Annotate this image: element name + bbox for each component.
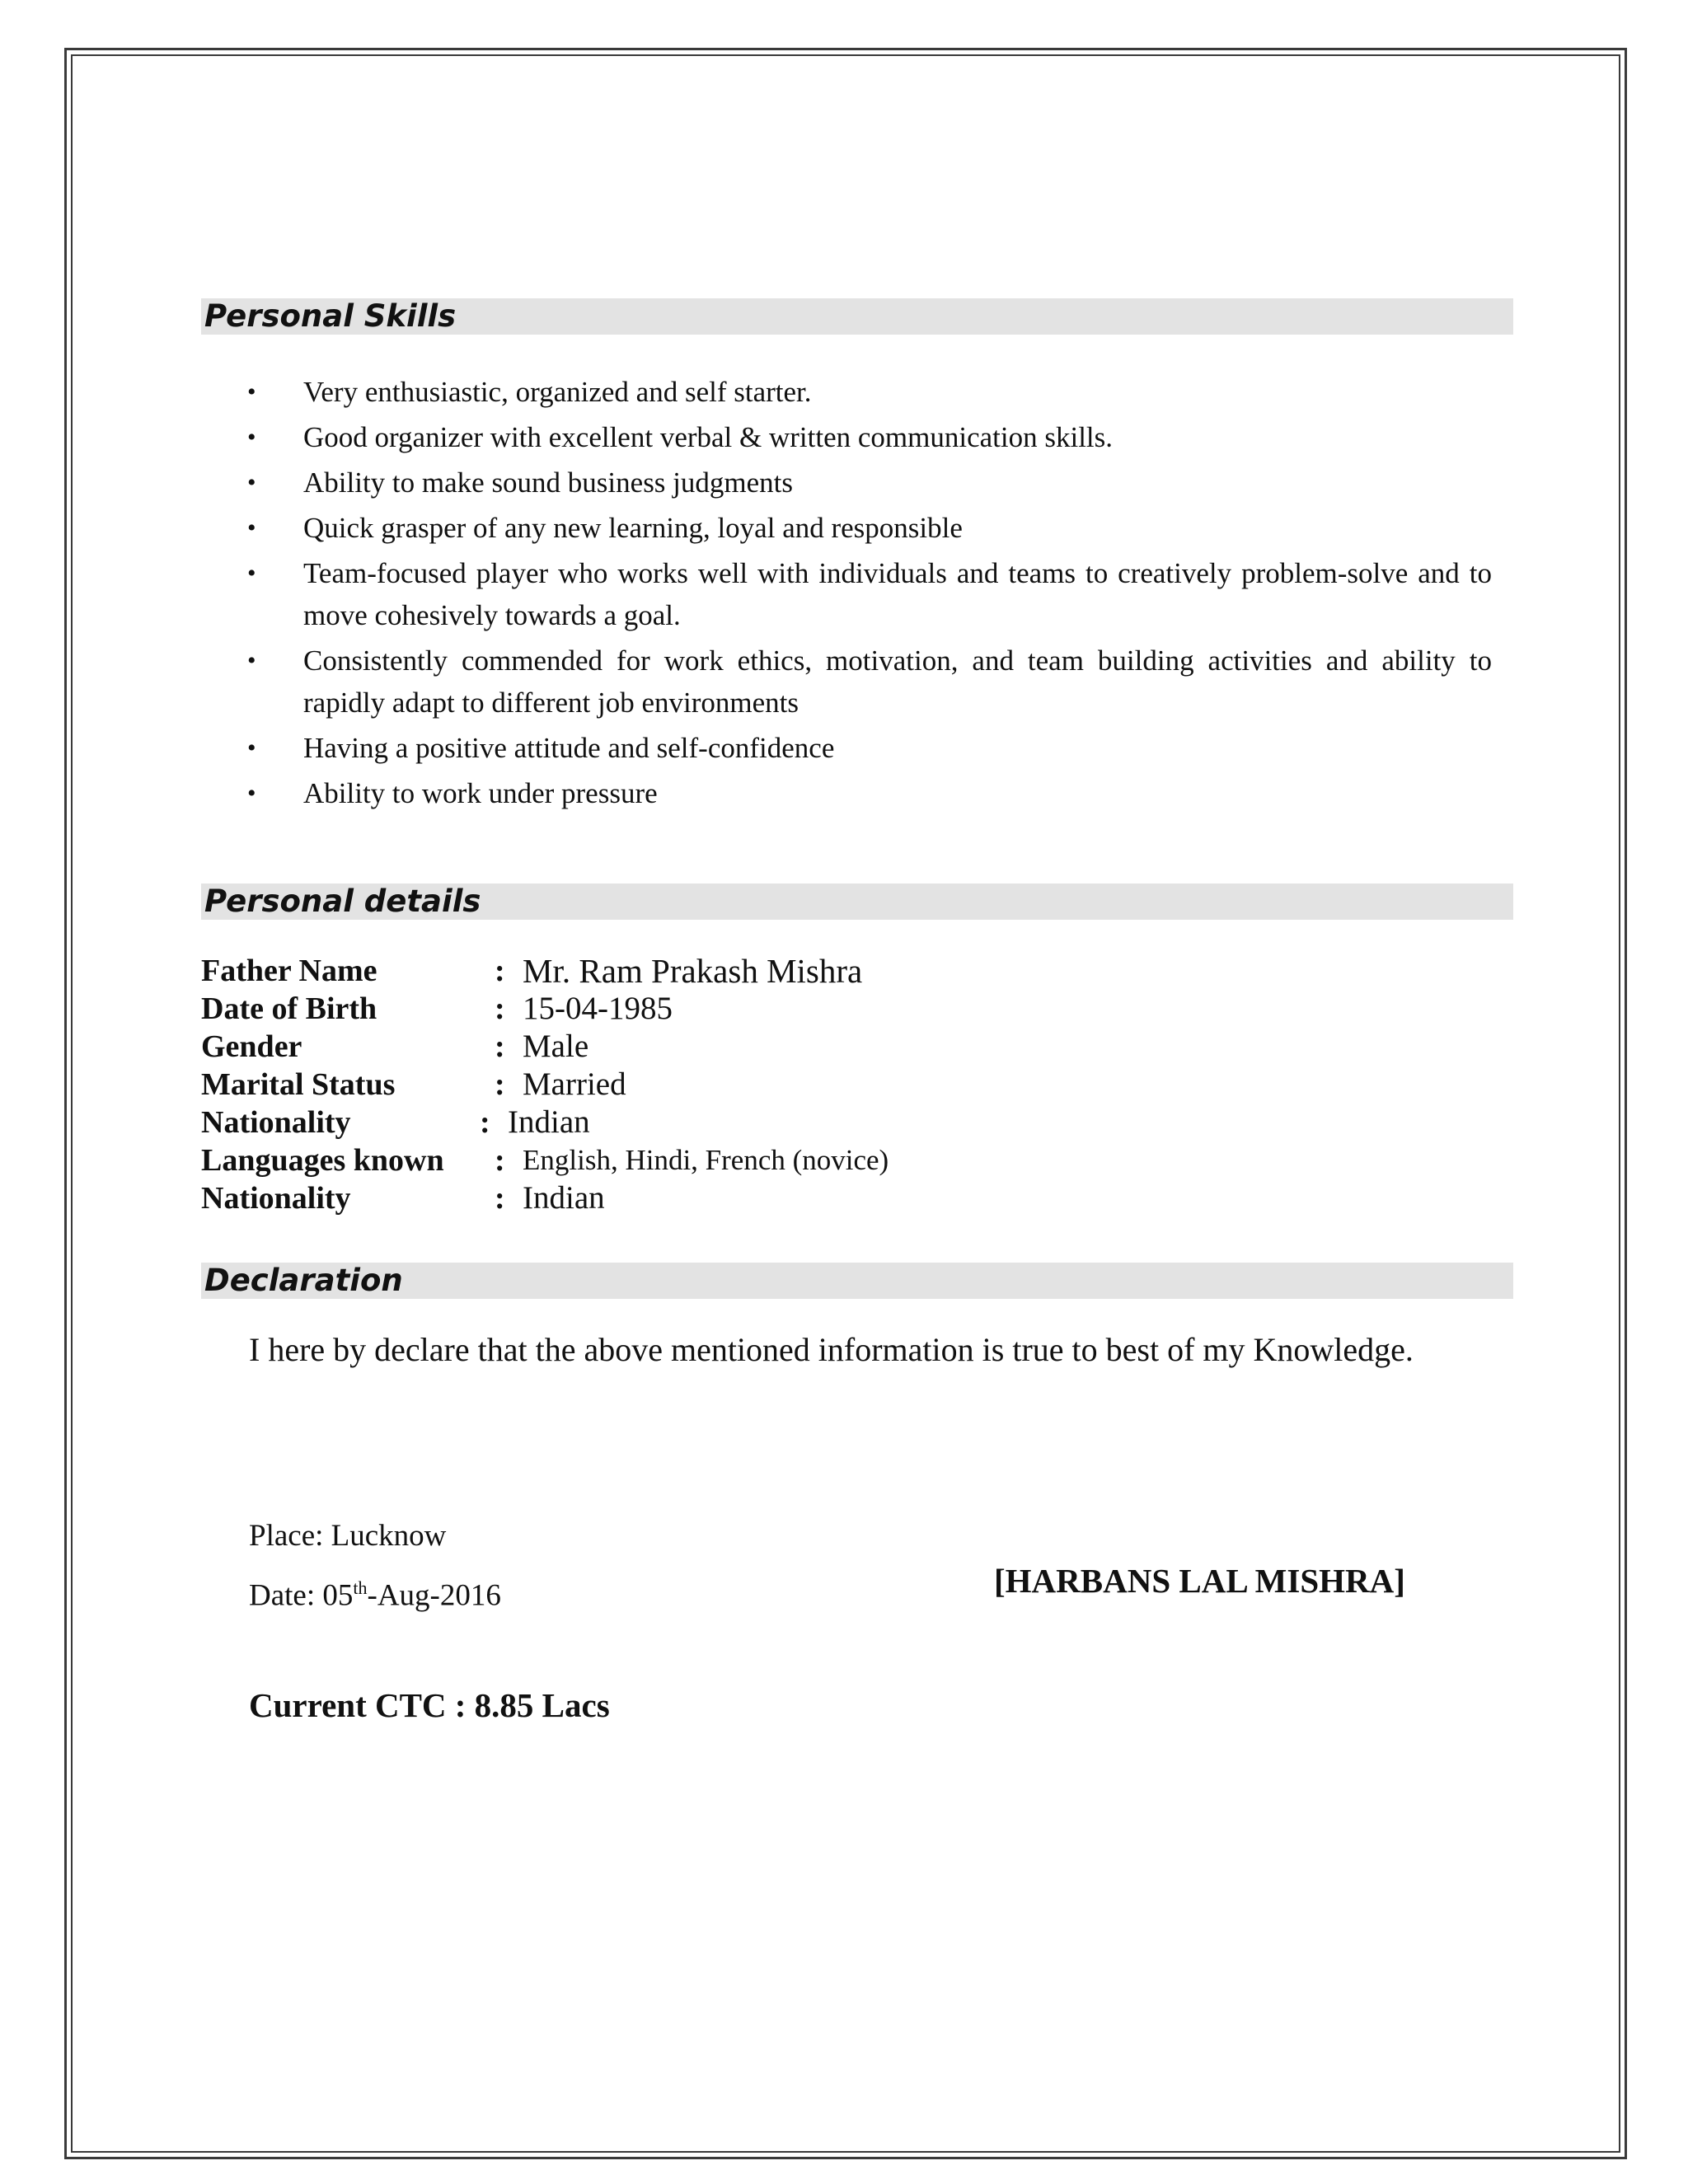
detail-row-nationality [201, 1104, 1190, 1141]
skill-text: Consistently commended for work ethics, motivation, and team building activities and ability to rapidly adapt to different job environments [303, 644, 1492, 719]
list-item [247, 772, 1492, 814]
detail-row-date-of-birth [201, 990, 1190, 1028]
detail-row-gender [201, 1028, 1190, 1066]
detail-colon: : [495, 954, 505, 988]
skills-list [247, 371, 1492, 818]
detail-row-marital-status [201, 1066, 1190, 1104]
list-item [247, 552, 1492, 636]
detail-value: 15-04-1985 [523, 991, 673, 1026]
skill-text: Ability to make sound business judgments [303, 466, 794, 499]
detail-row-nationality-2 [201, 1179, 1190, 1217]
list-item [247, 640, 1492, 724]
date-suffix-ordinal: th [353, 1577, 368, 1598]
declaration-text: I here by declare that the above mentioned information is true to best of my Knowledge. [249, 1331, 1414, 1368]
skill-text: Having a positive attitude and self-confidence [303, 732, 835, 764]
section-header-personal-details: Personal details [201, 883, 1513, 920]
list-item [247, 727, 1492, 769]
detail-value: Indian [508, 1104, 590, 1140]
detail-label: Nationality [201, 1105, 351, 1140]
section-header-personal-skills: Personal Skills [201, 298, 1513, 335]
detail-colon: : [495, 1181, 505, 1216]
detail-colon: : [495, 1067, 505, 1102]
signature-name: [HARBANS LAL MISHRA] [994, 1562, 1405, 1600]
list-item [247, 462, 1492, 504]
section-header-declaration: Declaration [201, 1263, 1513, 1299]
detail-colon: : [480, 1105, 490, 1140]
detail-colon: : [495, 1143, 505, 1178]
skill-text: Good organizer with excellent verbal & written communication skills. [303, 421, 1114, 453]
skill-text: Quick grasper of any new learning, loyal and responsible [303, 512, 963, 544]
detail-label: Gender [201, 1029, 302, 1064]
bullet-icon: • [247, 734, 256, 762]
skill-text: Very enthusiastic, organized and self starter. [303, 376, 812, 408]
detail-row-father-name [201, 952, 1190, 990]
bullet-icon: • [247, 647, 256, 674]
detail-label: Father Name [201, 954, 377, 988]
detail-value: Married [523, 1066, 626, 1102]
bullet-icon: • [247, 424, 256, 451]
detail-label: Date of Birth [201, 991, 377, 1026]
bullet-icon: • [247, 378, 256, 405]
detail-value: Indian [523, 1180, 605, 1216]
bullet-icon: • [247, 469, 256, 496]
date-prefix: Date: 05 [249, 1578, 354, 1613]
personal-details-table [201, 952, 1190, 1217]
list-item [247, 371, 1492, 413]
detail-label: Languages known [201, 1143, 444, 1178]
bullet-icon: • [247, 560, 256, 587]
detail-label: Nationality [201, 1181, 351, 1216]
detail-value: Mr. Ram Prakash Mishra [523, 952, 863, 990]
skill-text: Ability to work under pressure [303, 777, 658, 809]
list-item [247, 507, 1492, 549]
list-item [247, 416, 1492, 458]
detail-colon: : [495, 1029, 505, 1064]
current-ctc: Current CTC : 8.85 Lacs [249, 1686, 610, 1724]
bullet-icon: • [247, 514, 256, 541]
bullet-icon: • [247, 780, 256, 807]
detail-value: Male [523, 1029, 589, 1064]
skill-text: Team-focused player who works well with individuals and teams to creatively problem-solve and to move cohesively towards a goal. [303, 557, 1492, 631]
declaration-place: Place: Lucknow [249, 1519, 447, 1553]
detail-value: English, Hindi, French (novice) [523, 1144, 889, 1176]
date-rest: -Aug-2016 [367, 1578, 501, 1613]
declaration-date [249, 1577, 501, 1613]
detail-label: Marital Status [201, 1067, 396, 1102]
detail-colon: : [495, 991, 505, 1026]
detail-row-languages-known [201, 1141, 1190, 1179]
